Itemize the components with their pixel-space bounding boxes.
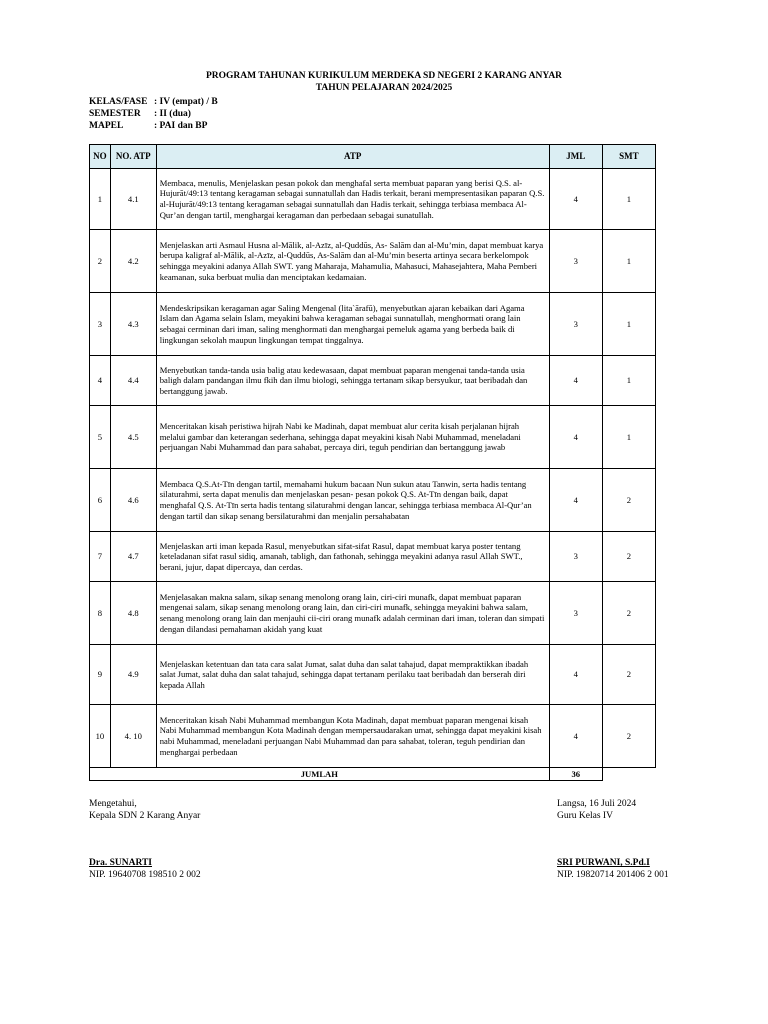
- atp-table: [89, 144, 656, 781]
- sig-left-line1: Mengetahui,: [89, 799, 137, 809]
- cell-no: 1: [90, 169, 111, 230]
- table-row: [90, 169, 656, 230]
- cell-no: 7: [90, 532, 111, 582]
- cell-smt: 2: [602, 469, 655, 532]
- total-value: 36: [549, 768, 602, 781]
- table-header-row: [90, 145, 656, 169]
- title-line-2: TAHUN PELAJARAN 2024/2025: [315, 83, 453, 93]
- cell-jml: 3: [549, 293, 602, 356]
- cell-no: 6: [90, 469, 111, 532]
- cell-jml: 3: [549, 582, 602, 645]
- cell-no-atp: 4.6: [110, 469, 156, 532]
- cell-atp: Mendeskripsikan keragaman agar Saling Mengenal (lita`ārafū), menyebutkan ajaran kebaikan dari Agama Islam dan Agama selain Islam, meyakini bahwa keragaman sebagai sunnatullah, menghormati orang lain sebagai cerminan dari iman, saling menghormati dan menghargai pemeluk agama yang berbeda baik di lingkungan sekolah maupun lingkungan tempat tinggalnya.: [156, 293, 549, 356]
- cell-smt: 2: [602, 645, 655, 705]
- cell-no-atp: 4.9: [110, 645, 156, 705]
- table-row: [90, 645, 656, 705]
- table-row: [90, 582, 656, 645]
- sig-left-nip: NIP. 19640708 198510 2 002: [89, 870, 201, 880]
- cell-no: 2: [90, 230, 111, 293]
- table-row: [90, 705, 656, 768]
- cell-no-atp: 4.1: [110, 169, 156, 230]
- cell-no-atp: 4.7: [110, 532, 156, 582]
- cell-no-atp: 4.5: [110, 406, 156, 469]
- cell-atp: Menceritakan kisah Nabi Muhammad membangun Kota Madinah, dapat membuat paparan mengenai kisah Nabi Muhammad membangun Kota Madinah dengan mempersaudarakan umat, sehingga dapat meyakini kisah nabi Muhammad, meneladani perjuangan Nabi Muhammad dan para sahabat, toleran, teguh pendirian dan menghargai perbedaan: [156, 705, 549, 768]
- meta-row-mapel: [89, 120, 218, 132]
- document-title: [0, 70, 768, 94]
- cell-no: 4: [90, 356, 111, 406]
- meta-row-semester: [89, 108, 218, 120]
- cell-jml: 4: [549, 169, 602, 230]
- table-row: [90, 230, 656, 293]
- table-row: [90, 356, 656, 406]
- header-atp: ATP: [156, 145, 549, 169]
- cell-atp: Menjelaskan arti Asmaul Husna al-Mālik, al-Azīz, al-Quddūs, As- Salām dan al-Mu’min, dapat membuat karya berupa kaligraf al-Mālik, al-Azīz, al-Quddūs, As-Salām dan al-Mu’min beserta artinya secara berkelompok sehingga meyakini adanya Allah SWT. yang Maharaja, Mahamulia, Mahasuci, Mahasejahtera, Maha Pemberi keamanan, suka berbuat mulia dan menciptakan kedamaian.: [156, 230, 549, 293]
- total-label: JUMLAH: [90, 768, 550, 781]
- cell-no-atp: 4.2: [110, 230, 156, 293]
- cell-smt: 2: [602, 532, 655, 582]
- cell-jml: 4: [549, 356, 602, 406]
- cell-no: 9: [90, 645, 111, 705]
- cell-no-atp: 4.3: [110, 293, 156, 356]
- header-no-atp: NO. ATP: [110, 145, 156, 169]
- cell-smt: 1: [602, 406, 655, 469]
- cell-jml: 4: [549, 645, 602, 705]
- signature-left-block: [89, 857, 201, 881]
- table-row: [90, 293, 656, 356]
- cell-jml: 4: [549, 705, 602, 768]
- cell-no-atp: 4. 10: [110, 705, 156, 768]
- meta-row-kelas: [89, 96, 218, 108]
- meta-value: : II (dua): [154, 109, 191, 119]
- cell-no: 3: [90, 293, 111, 356]
- cell-atp: Membaca Q.S.At-Tīn dengan tartil, memahami hukum bacaan Nun sukun atau Tanwin, serta hadis tentang silaturahmi, serta dapat menulis dan menjelaskan pesan- pesan pokok Q.S. At-Tīn dengan baik, dapat menghafal Q.S. At-Tīn serta hadis tentang silaturahmi dengan lancar, sehingga terbiasa membaca Al-Qur’an dengan tartil dan sikap senang bersilaturahmi dan menjalin persahabatan: [156, 469, 549, 532]
- cell-atp: Menjelaskan ketentuan dan tata cara salat Jumat, salat duha dan salat tahajud, dapat mempraktikkan ibadah salat Jumat, salat duha dan salat tahajud, sehingga dapat tertanam perilaku taat beribadah dan berserah diri kepada Allah: [156, 645, 549, 705]
- cell-atp: Menceritakan kisah peristiwa hijrah Nabi ke Madinah, dapat membuat alur cerita kisah perjalanan hijrah melalui gambar dan keterangan sederhana, sehingga dapat meyakini kisah Nabi Muhammad, meneladani perjuangan Nabi Muhammad dan para sahabat, percaya diri, teguh pendirian dan bertanggung jawab: [156, 406, 549, 469]
- signature-right-heading: [557, 798, 636, 822]
- total-row: [90, 768, 656, 781]
- table-row: [90, 406, 656, 469]
- cell-smt: 1: [602, 230, 655, 293]
- cell-smt: 2: [602, 582, 655, 645]
- cell-smt: 1: [602, 356, 655, 406]
- cell-smt: 1: [602, 169, 655, 230]
- cell-jml: 3: [549, 230, 602, 293]
- cell-atp: Menjelasakan makna salam, sikap senang menolong orang lain, ciri-ciri munafk, dapat membuat paparan mengenai salam, sikap senang menolong orang lain, dan ciri-ciri munafk, sehingga meyakini bahwa salam, senang menolong orang lain dan menjauhi cii-ciri orang munafk adalah cerminan dari iman, toleran dan simpati dengan dilandasi pemahaman akidah yang kuat: [156, 582, 549, 645]
- sig-left-name: Dra. SUNARTI: [89, 858, 153, 868]
- cell-no: 10: [90, 705, 111, 768]
- header-smt: SMT: [602, 145, 655, 169]
- cell-no: 8: [90, 582, 111, 645]
- signature-right-block: [557, 857, 669, 881]
- cell-no-atp: 4.4: [110, 356, 156, 406]
- meta-label: SEMESTER: [89, 109, 141, 119]
- sig-right-line2: Guru Kelas IV: [557, 811, 613, 821]
- meta-label: MAPEL: [89, 121, 124, 131]
- header-no: NO: [90, 145, 111, 169]
- table-row: [90, 469, 656, 532]
- cell-jml: 4: [549, 406, 602, 469]
- cell-jml: 3: [549, 532, 602, 582]
- sig-right-nip: NIP. 19820714 201406 2 001: [557, 870, 669, 880]
- sig-right-line1: Langsa, 16 Juli 2024: [557, 799, 637, 809]
- meta-label: KELAS/FASE: [89, 97, 148, 107]
- cell-no: 5: [90, 406, 111, 469]
- cell-atp: Menyebutkan tanda-tanda usia balig atau kedewasaan, dapat membuat paparan mengenai tanda-tanda usia baligh dalam pandangan ilmu fkih dan ilmu biologi, sehingga tertanam sikap bersyukur, taat beribadah dan bertanggung jawab.: [156, 356, 549, 406]
- meta-value: : IV (empat) / B: [154, 97, 218, 107]
- total-empty-cell: [602, 768, 655, 781]
- cell-smt: 1: [602, 293, 655, 356]
- meta-info: [89, 96, 218, 132]
- title-line-1: PROGRAM TAHUNAN KURIKULUM MERDEKA SD NEGERI 2 KARANG ANYAR: [205, 71, 563, 81]
- header-jml: JML: [549, 145, 602, 169]
- cell-atp: Membaca, menulis, Menjelaskan pesan pokok dan menghafal serta membuat paparan yang berisi Q.S. al-Hujurāt/49:13 tentang keragaman sebagai sunnatullah dan Hadis terkait, berani mempresentasikan paparan Q.S. al-Hujurāt/49:13 tentang keragaman sebagai sunnatullah dan Hadis terkait, sehingga terbiasa membaca Al-Qur’an dengan tartil, menghargai keragaman dan perbedaan sebagai sunatullah.: [156, 169, 549, 230]
- sig-left-line2: Kepala SDN 2 Karang Anyar: [89, 811, 201, 821]
- cell-jml: 4: [549, 469, 602, 532]
- meta-value: : PAI dan BP: [154, 121, 208, 131]
- cell-smt: 2: [602, 705, 655, 768]
- cell-no-atp: 4.8: [110, 582, 156, 645]
- sig-right-name: SRI PURWANI, S.Pd.I: [557, 858, 650, 868]
- table-row: [90, 532, 656, 582]
- cell-atp: Menjelaskan arti iman kepada Rasul, menyebutkan sifat-sifat Rasul, dapat membuat karya poster tentang keteladanan sifat rasul sidiq, amanah, tabligh, dan fathonah, sehingga meyakini adanya rasul Allah SWT., berani, jujur, dapat dipercaya, dan cerdas.: [156, 532, 549, 582]
- signature-left-heading: [89, 798, 200, 822]
